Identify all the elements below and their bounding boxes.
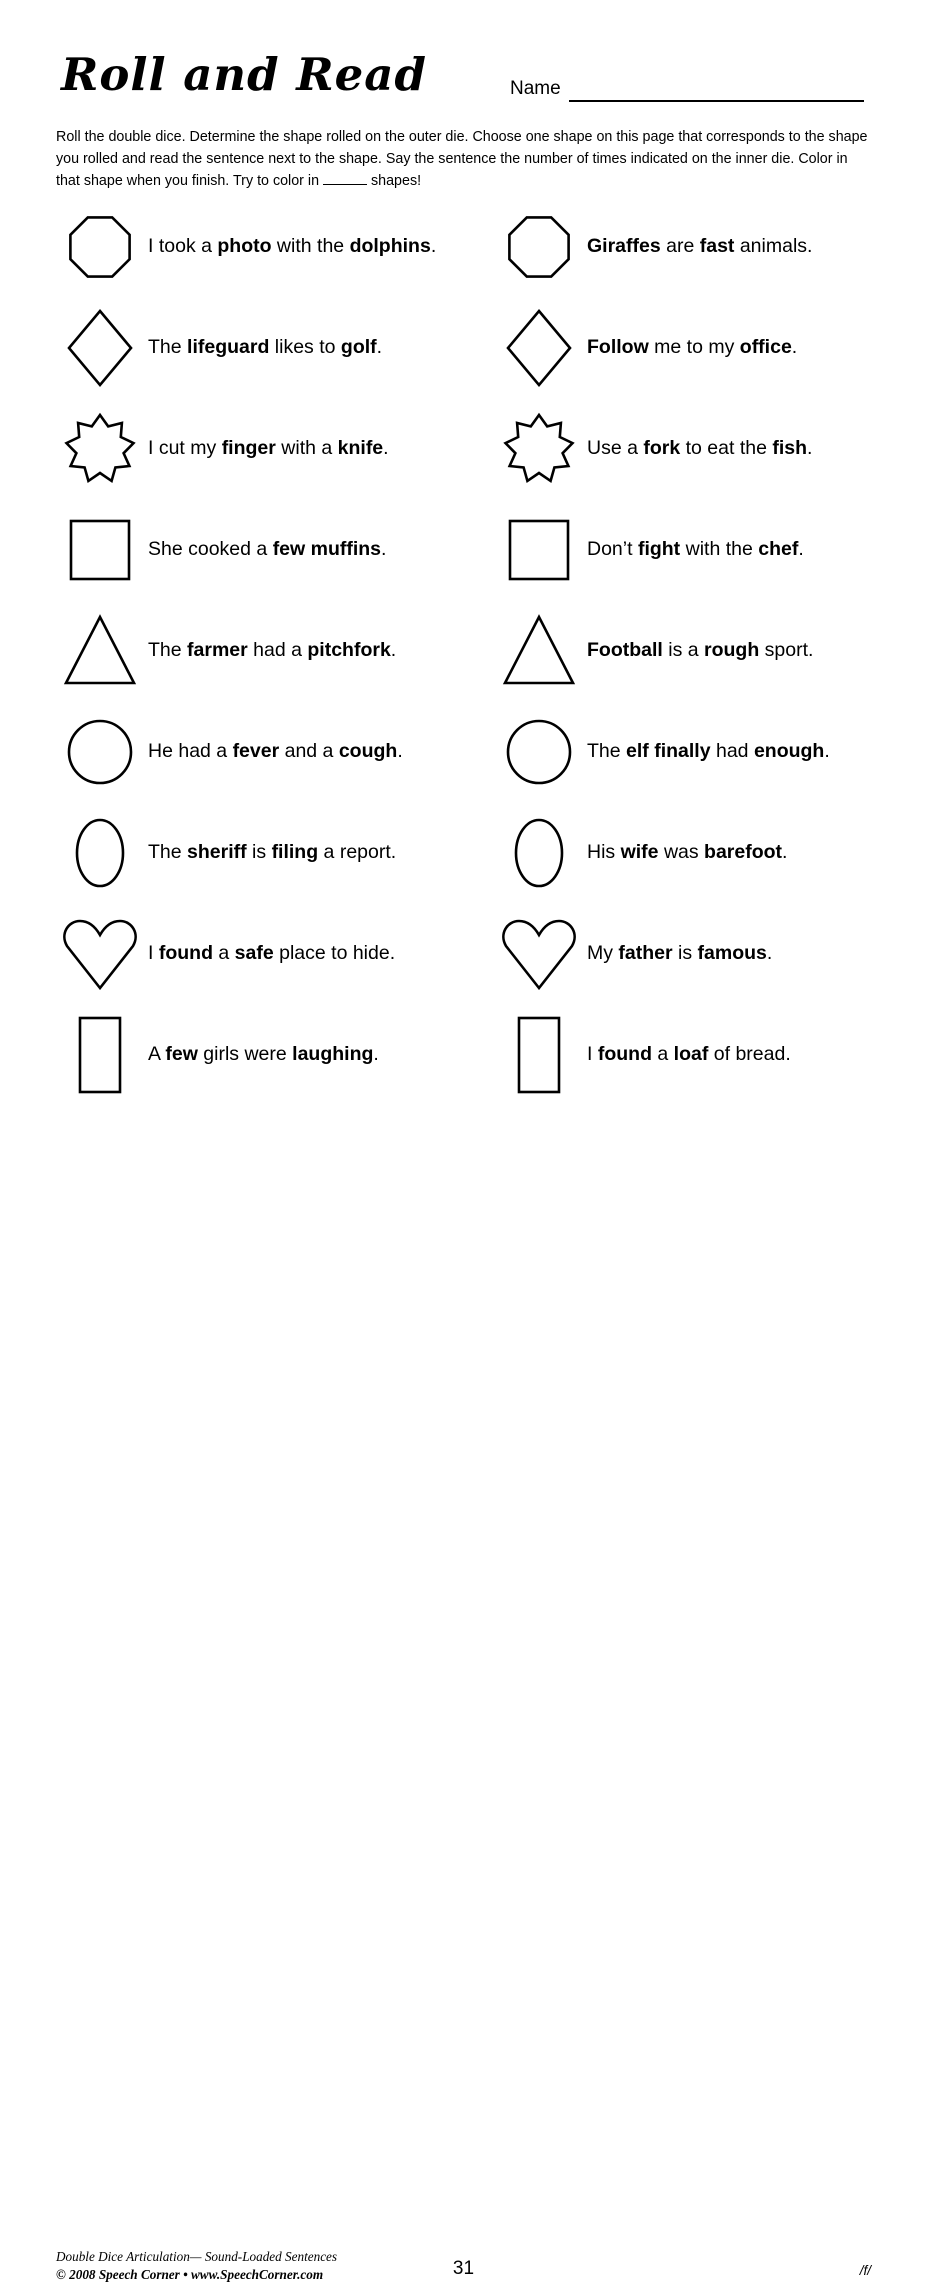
shape-sentence-row [0,903,927,1004]
sentence-text: His wife was barefoot. [587,841,788,864]
shape-sentence-row [0,701,927,802]
sentence-text: Don’t fight with the chef. [587,538,804,561]
sentence-text: The farmer had a pitchfork. [148,639,397,662]
page-header [55,42,875,112]
starburst-shape-icon[interactable] [58,401,142,497]
shape-sentence-row [0,196,927,297]
instructions-part1: Roll the double dice. Determine the shape rolled on the outer die. Choose one shape on this page that corresponds to the shape you rolled and read the sentence next to the shape. Say the sentence the number of times indicated on the inner die. Color in that shape when you finish. Try to color in [56,129,868,189]
instructions-part2: shapes! [367,172,422,189]
name-input-line[interactable] [569,80,864,102]
footer-credit-line1: Double Dice Articulation— Sound-Loaded Sentences [56,2249,338,2264]
sentence-text: I cut my finger with a knife. [148,437,389,460]
octagon-shape-icon[interactable] [58,199,142,295]
shape-sentence-item-right [497,297,917,398]
rectangle-shape-icon[interactable] [497,1007,581,1103]
sentence-text: I found a safe place to hide. [148,942,396,965]
diamond-shape-icon[interactable] [497,300,581,396]
sentence-text: I took a photo with the dolphins. [148,235,437,258]
shape-sentence-item-right [497,196,917,297]
sentence-text: My father is famous. [587,942,773,965]
sentence-text: He had a fever and a cough. [148,740,403,763]
name-label: Name [510,78,561,99]
page-title: Roll and Read [61,48,427,101]
heart-shape-icon[interactable] [58,906,142,1002]
sentence-text: I found a loaf of bread. [587,1043,791,1066]
shape-sentence-list [0,196,927,1105]
footer-credit-line2: © 2008 Speech Corner • www.SpeechCorner.com [56,2266,324,2282]
diamond-shape-icon[interactable] [58,300,142,396]
shape-sentence-item-left [58,600,478,701]
name-field-group [510,78,864,102]
square-shape-icon[interactable] [497,502,581,598]
sentence-text: Football is a rough sport. [587,639,814,662]
shape-sentence-item-left [58,196,478,297]
shape-sentence-item-left [58,1004,478,1105]
rectangle-shape-icon[interactable] [58,1007,142,1103]
shape-sentence-row [0,297,927,398]
shape-sentence-item-left [58,903,478,1004]
circle-shape-icon[interactable] [58,704,142,800]
oval-shape-icon[interactable] [497,805,581,901]
shape-sentence-item-left [58,297,478,398]
shape-sentence-item-left [58,499,478,600]
sentence-text: Giraffes are fast animals. [587,235,813,258]
shape-count-blank[interactable] [323,172,367,185]
sentence-text: The sheriff is filing a report. [148,841,397,864]
sentence-text: The lifeguard likes to golf. [148,336,383,359]
sentence-text: Use a fork to eat the fish. [587,437,813,460]
shape-sentence-item-left [58,802,478,903]
shape-sentence-item-right [497,499,917,600]
starburst-shape-icon[interactable] [497,401,581,497]
shape-sentence-item-right [497,600,917,701]
page-number: 31 [452,2258,475,2279]
page-footer [0,1120,927,2282]
circle-shape-icon[interactable] [497,704,581,800]
shape-sentence-row [0,1004,927,1105]
shape-sentence-item-left [58,398,478,499]
shape-sentence-item-right [497,903,917,1004]
target-sound-label: /f/ [859,2263,871,2278]
shape-sentence-row [0,802,927,903]
heart-shape-icon[interactable] [497,906,581,1002]
instructions-text [56,127,868,193]
triangle-shape-icon[interactable] [58,603,142,699]
shape-sentence-row [0,499,927,600]
sentence-text: Follow me to my office. [587,336,798,359]
triangle-shape-icon[interactable] [497,603,581,699]
square-shape-icon[interactable] [58,502,142,598]
shape-sentence-item-left [58,701,478,802]
shape-sentence-item-right [497,802,917,903]
oval-shape-icon[interactable] [58,805,142,901]
shape-sentence-item-right [497,1004,917,1105]
sentence-text: A few girls were laughing. [148,1043,379,1066]
shape-sentence-row [0,398,927,499]
sentence-text: The elf finally had enough. [587,740,830,763]
sentence-text: She cooked a few muffins. [148,538,387,561]
octagon-shape-icon[interactable] [497,199,581,295]
shape-sentence-item-right [497,398,917,499]
shape-sentence-row [0,600,927,701]
shape-sentence-item-right [497,701,917,802]
